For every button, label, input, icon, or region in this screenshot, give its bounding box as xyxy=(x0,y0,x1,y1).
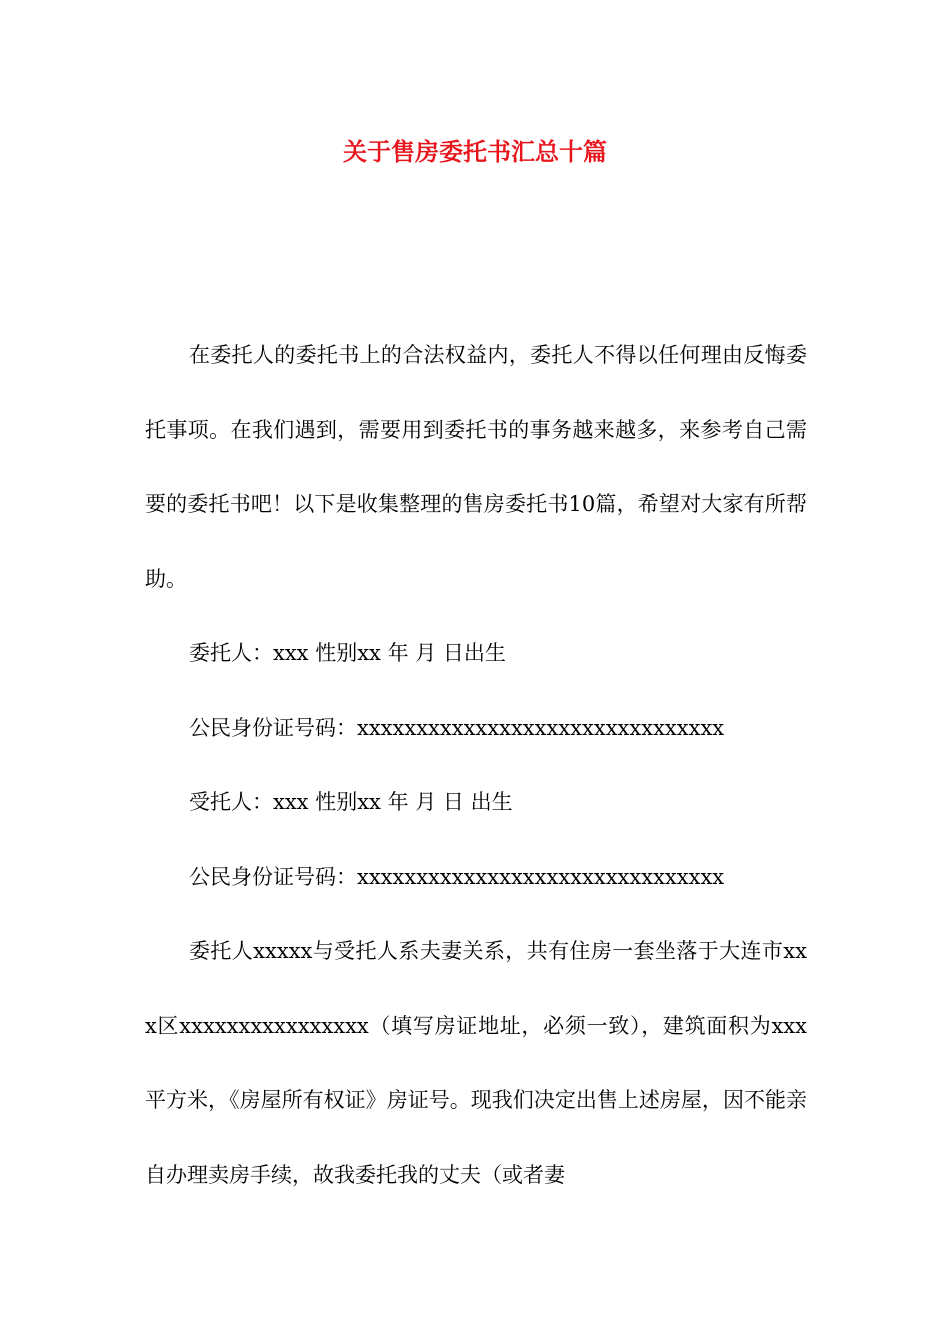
paragraph-intro: 在委托人的委托书上的合法权益内，委托人不得以任何理由反悔委托事项。在我们遇到，需要用到委托书的事务越来越多，来参考自己需要的委托书吧！以下是收集整理的售房委托书10篇，希望对大家有所帮助。 xyxy=(145,343,807,591)
document-body xyxy=(145,318,807,1212)
document-title: 关于售房委托书汇总十篇 xyxy=(343,137,607,166)
paragraph-principal: 委托人：xxx 性别xx 年 月 日出生 xyxy=(189,641,506,665)
paragraph-agent: 受托人：xxx 性别xx 年 月 日 出生 xyxy=(189,790,513,814)
paragraph-principal-id: 公民身份证号码：xxxxxxxxxxxxxxxxxxxxxxxxxxxxxxx xyxy=(189,715,725,740)
paragraph-agent-id: 公民身份证号码：xxxxxxxxxxxxxxxxxxxxxxxxxxxxxxx xyxy=(189,864,725,889)
paragraph-property: 委托人xxxxx与受托人系夫妻关系，共有住房一套坐落于大连市xxx区xxxxxxxxxxxxxxxx（填写房证地址，必须一致），建筑面积为xxx平方米，《房屋所有权证》房证号。现我们决定出售上述房屋，因不能亲自办理卖房手续，故我委托我的丈夫（或者妻 xyxy=(145,939,807,1187)
